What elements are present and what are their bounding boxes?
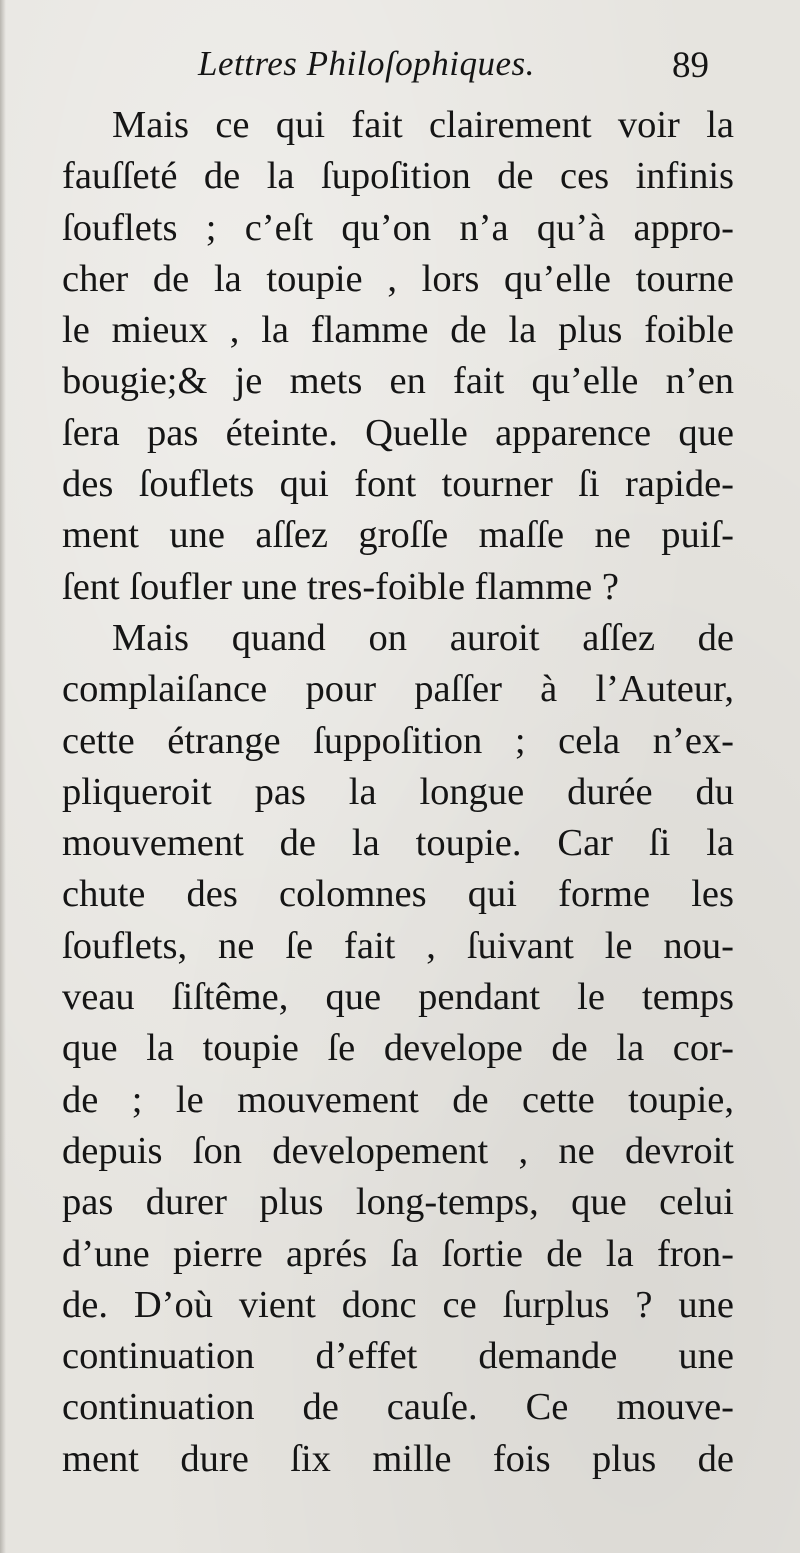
page-edge-shadow [0, 0, 6, 1553]
text-line: ſera pas éteinte. Quelle apparence que [62, 411, 734, 454]
text-line: fauſſeté de la ſupoſition de ces infinis [62, 155, 734, 198]
running-title: Lettres Philoſophiques. [198, 44, 535, 83]
text-line: Mais quand on auroit aſſez de [112, 616, 734, 659]
text-line: ment une aſſez groſſe maſſe ne puiſ- [62, 514, 734, 557]
text-line: veau ſiſtême, que pendant le temps [62, 976, 734, 1019]
text-line: ſent ſoufler une tres-foible flamme ? [62, 565, 619, 608]
text-line: pas durer plus long-temps, que celui [62, 1181, 734, 1224]
text-line: le mieux , la flamme de la plus foible [62, 309, 734, 352]
text-line: depuis ſon developement , ne devroit [62, 1129, 734, 1172]
text-line: de ; le mouvement de cette toupie, [62, 1078, 734, 1121]
text-line: des ſouflets qui font tourner ſi rapide- [62, 463, 734, 506]
text-line: que la toupie ſe develope de la cor- [62, 1027, 734, 1070]
text-line: d’une pierre aprés ſa ſortie de la fron- [62, 1232, 734, 1275]
page-header [0, 44, 800, 94]
page-number: 89 [672, 45, 709, 86]
text-line: continuation d’effet demande une [62, 1335, 734, 1378]
text-line: complaiſance pour paſſer à l’Auteur, [62, 668, 734, 711]
text-line: ſouflets, ne ſe fait , ſuivant le nou- [62, 924, 734, 967]
text-line: cette étrange ſuppoſition ; cela n’ex- [62, 719, 734, 762]
text-line: mouvement de la toupie. Car ſi la [62, 822, 734, 865]
text-line: ment dure ſix mille fois plus de [62, 1437, 734, 1480]
text-line: bougie;& je mets en fait qu’elle n’en [62, 360, 734, 403]
text-line: cher de la toupie , lors qu’elle tourne [62, 257, 734, 300]
text-line: chute des colomnes qui forme les [62, 873, 734, 916]
text-line: de. D’où vient donc ce ſurplus ? une [62, 1283, 734, 1326]
body-text [62, 100, 734, 1485]
text-line: ſouflets ; c’eſt qu’on n’a qu’à appro- [62, 206, 734, 249]
text-line: continuation de cauſe. Ce mouve- [62, 1386, 734, 1429]
text-line: Mais ce qui fait clairement voir la [112, 104, 734, 146]
text-line: pliqueroit pas la longue durée du [62, 770, 734, 813]
